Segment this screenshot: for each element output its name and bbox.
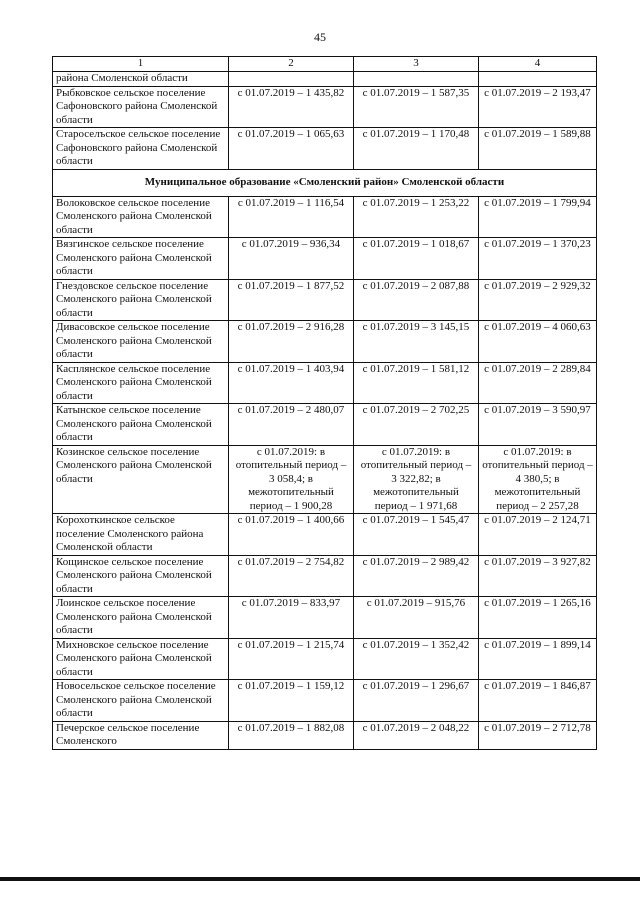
settlement-name: Касплянское сельское поселение Смоленского района Смоленской области: [53, 362, 229, 404]
table-row: [53, 128, 597, 170]
tariff-col-3: с 01.07.2019 – 1 296,67: [354, 680, 479, 722]
table-row: [53, 196, 597, 238]
table-row: [53, 680, 597, 722]
tariff-table: [52, 56, 597, 750]
tariff-col-2: с 01.07.2019 – 1 403,94: [229, 362, 354, 404]
tariff-col-4: с 01.07.2019 – 1 846,87: [479, 680, 597, 722]
tariff-col-3: с 01.07.2019 – 1 253,22: [354, 196, 479, 238]
tariff-col-2: с 01.07.2019 – 1 400,66: [229, 514, 354, 556]
settlement-name: Кощинское сельское поселение Смоленского района Смоленской области: [53, 555, 229, 597]
table-row: [53, 721, 597, 749]
tariff-col-2: с 01.07.2019 – 2 480,07: [229, 404, 354, 446]
tariff-col-3: с 01.07.2019 – 915,76: [354, 597, 479, 639]
tariff-col-2: с 01.07.2019 – 833,97: [229, 597, 354, 639]
tariff-col-4: с 01.07.2019 – 2 124,71: [479, 514, 597, 556]
tariff-col-4: с 01.07.2019 – 3 927,82: [479, 555, 597, 597]
continuation-row: [53, 72, 597, 87]
tariff-col-3: с 01.07.2019 – 2 702,25: [354, 404, 479, 446]
table-row: [53, 362, 597, 404]
tariff-col-3: с 01.07.2019 – 2 048,22: [354, 721, 479, 749]
tariff-col-4: с 01.07.2019 – 3 590,97: [479, 404, 597, 446]
tariff-col-2: с 01.07.2019 – 936,34: [229, 238, 354, 280]
tariff-col-2: с 01.07.2019 – 1 882,08: [229, 721, 354, 749]
bottom-rule: [0, 877, 640, 881]
tariff-col-3: с 01.07.2019 – 1 581,12: [354, 362, 479, 404]
tariff-col-2: с 01.07.2019 – 2 916,28: [229, 321, 354, 363]
tariff-col-4: с 01.07.2019 – 1 589,88: [479, 128, 597, 170]
settlement-name: Волоковское сельское поселение Смоленского района Смоленской области: [53, 196, 229, 238]
tariff-col-2: с 01.07.2019 – 1 877,52: [229, 279, 354, 321]
table-row: [53, 555, 597, 597]
table-row: [53, 86, 597, 128]
header-row: [53, 57, 597, 72]
page-number: 45: [314, 30, 326, 44]
table-row: [53, 638, 597, 680]
header-cell-1: 1: [53, 57, 229, 72]
table-row: [53, 514, 597, 556]
tariff-col-4: с 01.07.2019 – 2 289,84: [479, 362, 597, 404]
tariff-col-3: с 01.07.2019 – 1 170,48: [354, 128, 479, 170]
table-row: [53, 238, 597, 280]
settlement-name: Михновское сельское поселение Смоленского района Смоленской области: [53, 638, 229, 680]
tariff-col-2: с 01.07.2019 – 1 215,74: [229, 638, 354, 680]
tariff-col-2: с 01.07.2019 – 1 435,82: [229, 86, 354, 128]
settlement-name: Дивасовское сельское поселение Смоленского района Смоленской области: [53, 321, 229, 363]
tariff-col-4: с 01.07.2019 – 1 370,23: [479, 238, 597, 280]
tariff-col-2: с 01.07.2019 – 2 754,82: [229, 555, 354, 597]
tariff-col-4: с 01.07.2019 – 2 712,78: [479, 721, 597, 749]
tariff-col-3: с 01.07.2019 – 1 352,42: [354, 638, 479, 680]
section-title: Муниципальное образование «Смоленский район» Смоленской области: [53, 169, 597, 196]
tariff-col-4: с 01.07.2019 – 1 899,14: [479, 638, 597, 680]
tariff-col-4: с 01.07.2019 – 1 265,16: [479, 597, 597, 639]
tariff-col-3: с 01.07.2019 – 3 145,15: [354, 321, 479, 363]
settlement-name: Рыбковское сельское поселение Сафоновского района Смоленской области: [53, 86, 229, 128]
tariff-col-2: с 01.07.2019 – 1 116,54: [229, 196, 354, 238]
tariff-col-2: с 01.07.2019 – 1 159,12: [229, 680, 354, 722]
tariff-col-2: с 01.07.2019: в отопительный период – 3 058,4; в межотопительный период – 1 900,28: [229, 445, 354, 514]
header-cell-4: 4: [479, 57, 597, 72]
tariff-col-3: с 01.07.2019 – 1 587,35: [354, 86, 479, 128]
tariff-col-4: с 01.07.2019 – 1 799,94: [479, 196, 597, 238]
tariff-col-3: с 01.07.2019 – 2 087,88: [354, 279, 479, 321]
settlement-name: Гнездовское сельское поселение Смоленского района Смоленской области: [53, 279, 229, 321]
settlement-name: Печерское сельское поселение Смоленского: [53, 721, 229, 749]
table-row: [53, 445, 597, 514]
settlement-name: Лоинское сельское поселение Смоленского района Смоленской области: [53, 597, 229, 639]
settlement-name: Козинское сельское поселение Смоленского района Смоленской области: [53, 445, 229, 514]
tariff-col-4: с 01.07.2019 – 4 060,63: [479, 321, 597, 363]
tariff-col-2: с 01.07.2019 – 1 065,63: [229, 128, 354, 170]
section-row: [53, 169, 597, 196]
table-row: [53, 404, 597, 446]
header-cell-2: 2: [229, 57, 354, 72]
tariff-col-4: с 01.07.2019 – 2 929,32: [479, 279, 597, 321]
header-cell-3: 3: [354, 57, 479, 72]
tariff-col-3: с 01.07.2019 – 2 989,42: [354, 555, 479, 597]
tariff-col-4: с 01.07.2019 – 2 193,47: [479, 86, 597, 128]
tariff-col-3: с 01.07.2019 – 1 018,67: [354, 238, 479, 280]
settlement-name: Катынское сельское поселение Смоленского района Смоленской области: [53, 404, 229, 446]
tariff-col-4: с 01.07.2019: в отопительный период – 4 380,5; в межотопительный период – 2 257,28: [479, 445, 597, 514]
tariff-col-3: с 01.07.2019: в отопительный период – 3 322,82; в межотопительный период – 1 971,68: [354, 445, 479, 514]
table-row: [53, 279, 597, 321]
settlement-name: Новосельское сельское поселение Смоленского района Смоленской области: [53, 680, 229, 722]
tariff-col-3: с 01.07.2019 – 1 545,47: [354, 514, 479, 556]
settlement-name: Староселъское сельское поселение Сафоновского района Смоленской области: [53, 128, 229, 170]
continuation-text: района Смоленской области: [53, 72, 229, 87]
table-row: [53, 597, 597, 639]
settlement-name: Корохоткинское сельское поселение Смоленского района Смоленской области: [53, 514, 229, 556]
settlement-name: Вязгинское сельское поселение Смоленского района Смоленской области: [53, 238, 229, 280]
table-row: [53, 321, 597, 363]
